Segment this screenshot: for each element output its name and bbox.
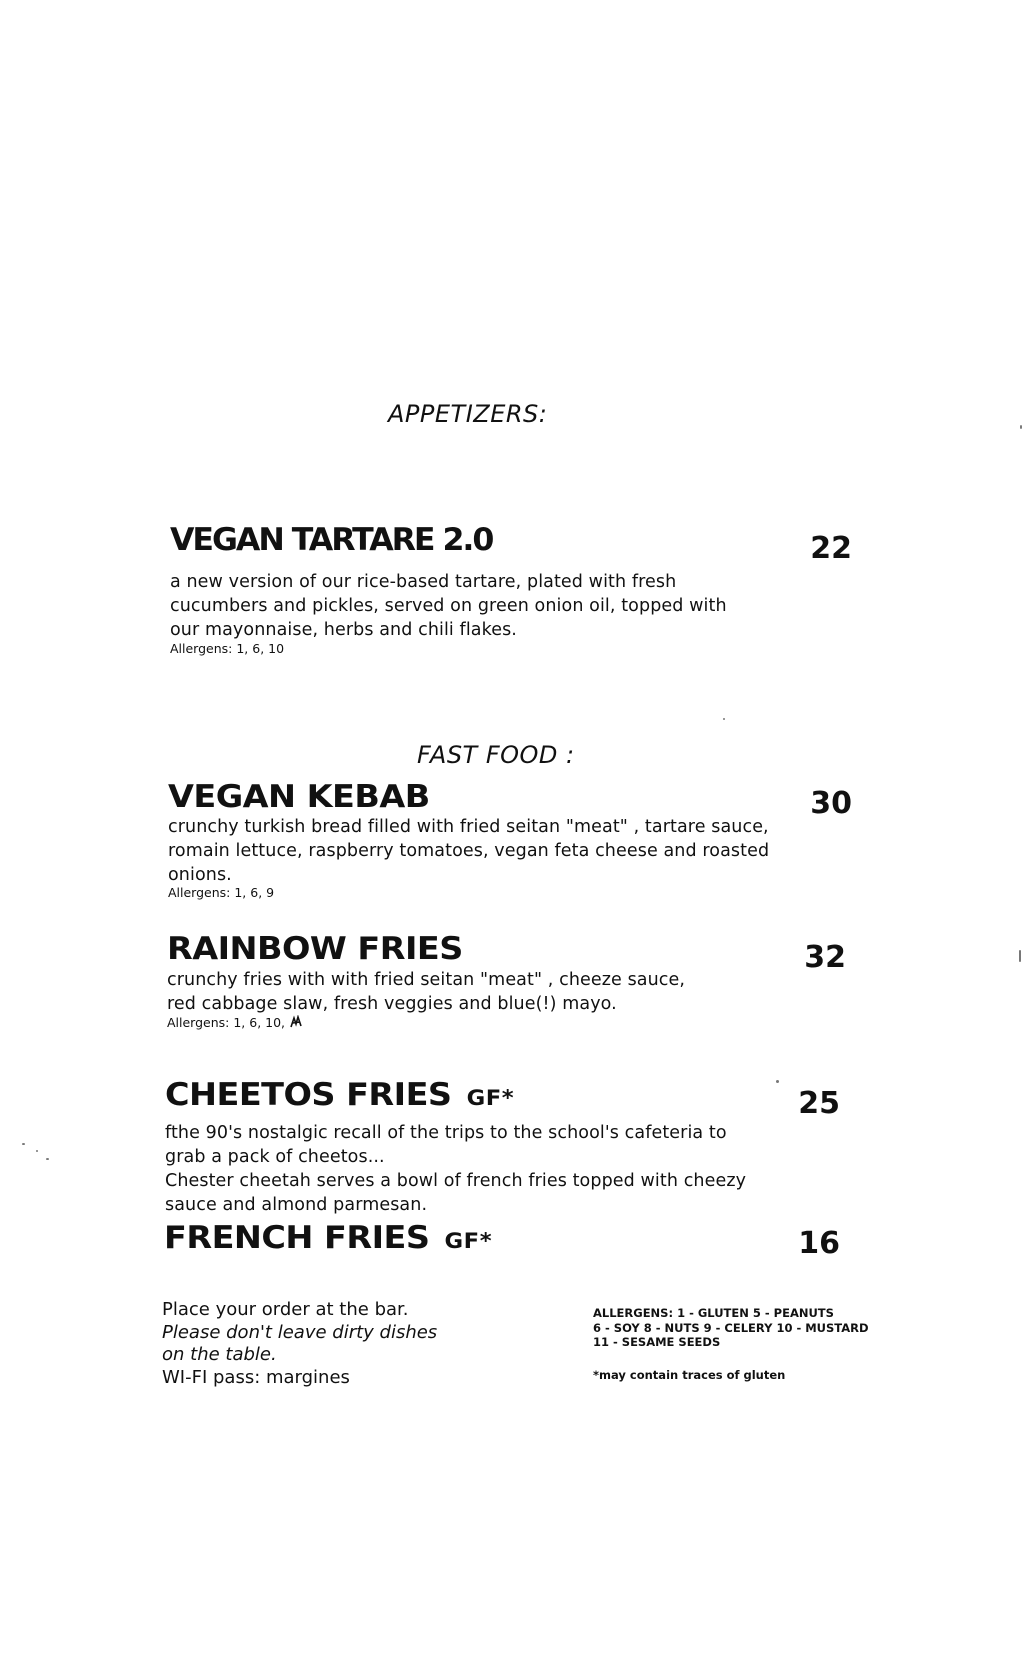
item-title: FRENCH FRIES — [164, 1220, 430, 1256]
allergen-legend-line: ALLERGENS: 1 - GLUTEN 5 - PEANUTS — [593, 1306, 834, 1320]
scan-speck — [1020, 425, 1022, 429]
description-line: crunchy fries with with fried seitan "meat" , cheeze sauce, — [167, 970, 686, 990]
wifi-password-text: WI-FI pass: margines — [162, 1366, 350, 1388]
vegan-kebab-price: 30 — [810, 786, 852, 821]
house-rules — [162, 1299, 437, 1389]
description-line: onions. — [168, 865, 232, 885]
description-line: red cabbage slaw, fresh veggies and blue(!) mayo. — [167, 994, 617, 1014]
appetizers-heading: APPETIZERS: — [388, 400, 548, 428]
description-line: crunchy turkish bread filled with fried seitan "meat" , tartare sauce, — [168, 817, 769, 837]
french-fries-name — [164, 1220, 492, 1256]
dirty-dishes-text: Please don't leave dirty dishes — [162, 1321, 438, 1343]
description-line: Chester cheetah serves a bowl of french fries topped with cheezy — [165, 1171, 747, 1191]
order-at-bar-text: Place your order at the bar. — [162, 1299, 409, 1320]
vegan-kebab-description — [168, 815, 848, 887]
allergen-legend — [593, 1306, 869, 1350]
rainbow-fries-description — [167, 968, 817, 1016]
description-line: a new version of our rice-based tartare, plated with fresh — [170, 572, 677, 592]
scribble-mark-icon — [289, 1015, 303, 1029]
item-title: CHEETOS FRIES — [165, 1077, 452, 1113]
allergen-legend-line: 6 - SOY 8 - NUTS 9 - CELERY 10 - MUSTARD — [593, 1320, 869, 1335]
cheetos-fries-name — [165, 1077, 514, 1113]
description-line: our mayonnaise, herbs and chili flakes. — [170, 620, 517, 640]
allergen-legend-line: 11 - SESAME SEEDS — [593, 1335, 721, 1349]
scan-speck — [22, 1143, 25, 1145]
description-line: fthe 90's nostalgic recall of the trips to the school's cafeteria to — [165, 1123, 727, 1143]
rainbow-fries-name: RAINBOW FRIES — [167, 931, 463, 967]
french-fries-price: 16 — [798, 1226, 840, 1261]
vegan-tartare-allergens: Allergens: 1, 6, 10 — [170, 641, 285, 656]
gluten-traces-note: *may contain traces of gluten — [593, 1368, 786, 1382]
gluten-free-tag: GF* — [444, 1229, 493, 1253]
description-line: cucumbers and pickles, served on green onion oil, topped with — [170, 596, 727, 616]
vegan-kebab-allergens: Allergens: 1, 6, 9 — [168, 885, 275, 900]
vegan-tartare-name: VEGAN TARTARE 2.0 — [170, 522, 493, 558]
cheetos-fries-description — [165, 1121, 865, 1217]
description-line: grab a pack of cheetos... — [165, 1147, 385, 1167]
vegan-kebab-name: VEGAN KEBAB — [168, 779, 430, 815]
rainbow-fries-price: 32 — [804, 940, 846, 975]
scan-speck — [46, 1158, 49, 1160]
fast-food-heading: FAST FOOD : — [417, 741, 575, 769]
vegan-tartare-price: 22 — [810, 531, 852, 566]
scan-speck — [1019, 950, 1021, 962]
scan-speck — [723, 718, 725, 720]
vegan-tartare-description — [170, 570, 820, 642]
gluten-free-tag: GF* — [466, 1086, 515, 1110]
scan-speck — [36, 1150, 38, 1152]
allergens-text: Allergens: 1, 6, 10, — [167, 1015, 286, 1030]
cheetos-fries-price: 25 — [798, 1086, 840, 1121]
scan-speck — [776, 1080, 779, 1083]
description-line: romain lettuce, raspberry tomatoes, vegan feta cheese and roasted — [168, 841, 770, 861]
description-line: sauce and almond parmesan. — [165, 1195, 428, 1215]
dirty-dishes-text-cont: on the table. — [162, 1344, 277, 1365]
rainbow-fries-allergens — [167, 1015, 303, 1030]
